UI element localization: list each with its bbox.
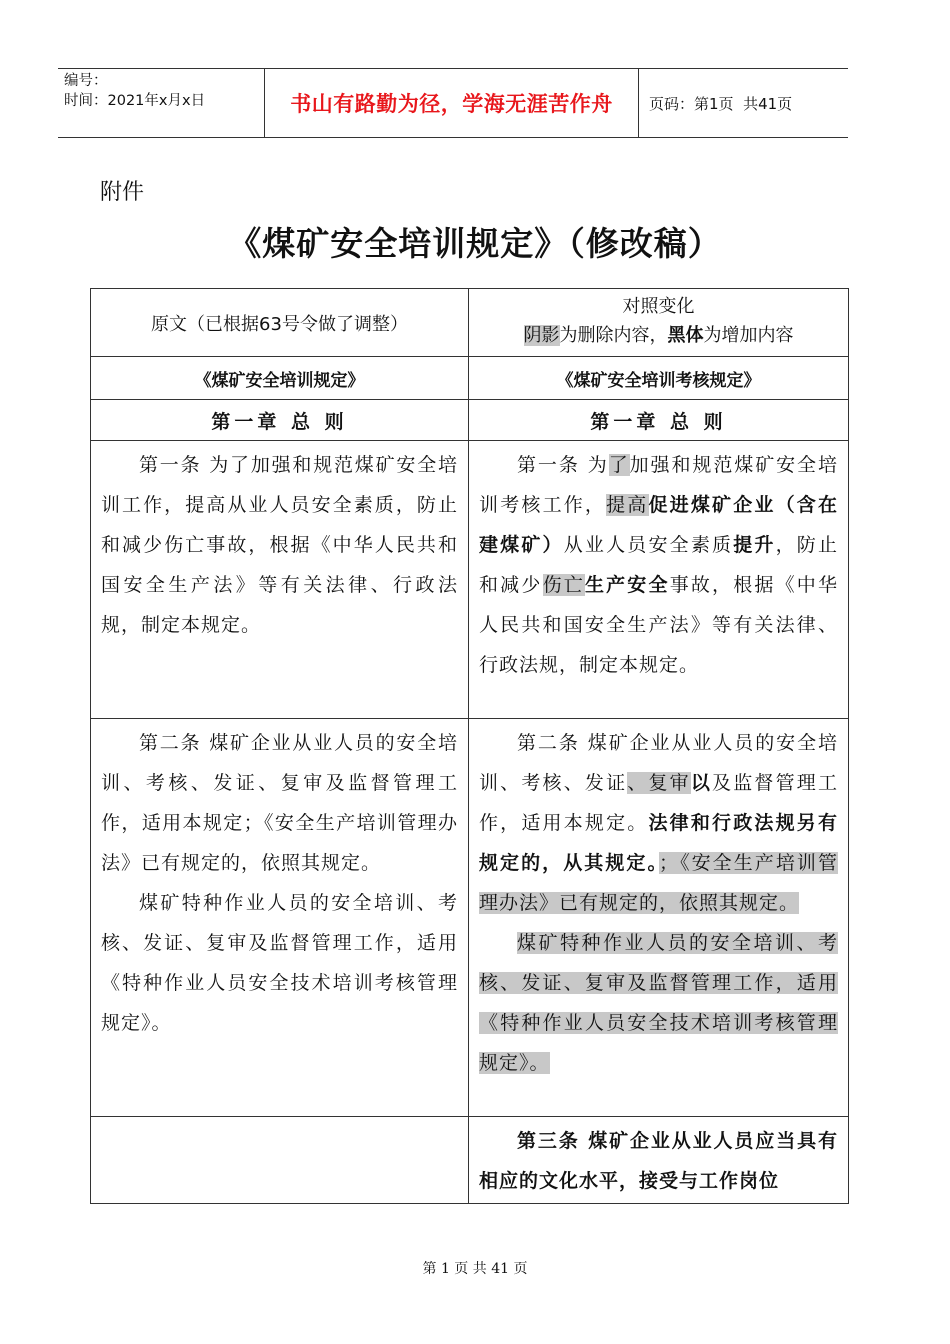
rule-title-left: 《煤矿安全培训规定》 bbox=[91, 357, 469, 400]
deleted-seg: 煤矿特种作业人员的安全培训、考核、发证、复审及监督管理工作，适用《特种作业人员安全技术培训考核管理规定》。 bbox=[479, 932, 838, 1074]
article-1-original-text: 第一条 为了加强和规范煤矿安全培训工作，提高从业人员安全素质，防止和减少伤亡事故，根据《中华人民共和国安全生产法》等有关法律、行政法规，制定本规定。 bbox=[101, 454, 458, 636]
article-1-revised-text bbox=[479, 445, 838, 685]
changes-title: 对照变化 bbox=[622, 296, 695, 317]
document-title: 《煤矿安全培训规定》（修改稿） bbox=[228, 224, 722, 263]
comparison-table bbox=[90, 288, 849, 1204]
article-3-revised bbox=[469, 1117, 849, 1204]
page-footer: 第 1 页 共 41 页 bbox=[422, 1261, 528, 1277]
rule-title-right-added: 考核 bbox=[675, 370, 710, 391]
rule-title-row bbox=[91, 357, 849, 400]
seg: 从业人员安全素质 bbox=[563, 534, 734, 556]
article-2-revised-p1 bbox=[479, 723, 838, 923]
page-code-text: 页码：第1页 共41页 bbox=[649, 94, 793, 113]
article-2-original-p2: 煤矿特种作业人员的安全培训、考核、发证、复审及监督管理工作，适用《特种作业人员安全技术培训考核管理规定》。 bbox=[101, 892, 458, 1034]
seg: ，防止和减少 bbox=[479, 534, 838, 596]
seg: 工作， bbox=[542, 494, 607, 516]
page-header bbox=[58, 68, 848, 138]
header-motto: 书山有路勤为径，学海无涯苦作舟 bbox=[265, 69, 639, 137]
chapter-right: 第一章 总 则 bbox=[469, 400, 849, 441]
deleted-seg: 伤亡 bbox=[542, 574, 585, 596]
article-1-row bbox=[91, 441, 849, 719]
article-2-revised bbox=[469, 719, 849, 1117]
article-2-revised-p2 bbox=[479, 923, 838, 1083]
legend bbox=[469, 321, 848, 350]
article-1-revised bbox=[469, 441, 849, 719]
article-2-row bbox=[91, 719, 849, 1117]
attachment-label: 附件 bbox=[100, 180, 145, 205]
added-seg: 生产安全 bbox=[584, 574, 670, 596]
added-seg: 促进煤矿企业（含在建煤矿） bbox=[479, 494, 838, 556]
deleted-seg: 提高 bbox=[606, 494, 649, 516]
seg: 第二条 煤矿企业从业人员的安全培训、考核、发证 bbox=[479, 732, 838, 794]
seg: 考核 bbox=[500, 494, 543, 516]
number-label: 编号： bbox=[64, 73, 108, 89]
deleted-seg: 、复审 bbox=[627, 772, 691, 794]
article-2-original bbox=[91, 719, 469, 1117]
chapter-left: 第一章 总 则 bbox=[91, 400, 469, 441]
rule-title-right-a: 《煤矿安全培训 bbox=[556, 370, 676, 391]
header-meta bbox=[58, 69, 265, 137]
added-seg: 提升 bbox=[733, 534, 776, 556]
added-seg: 法律和行政法规另有规定的，从其规定。 bbox=[479, 812, 838, 874]
article-3-row bbox=[91, 1117, 849, 1204]
deleted-seg: 了 bbox=[608, 454, 630, 476]
time-label: 时间：2021年x月x日 bbox=[64, 93, 206, 109]
seg: 加强和规范煤矿安全培训 bbox=[479, 454, 838, 516]
table-header-row bbox=[91, 289, 849, 357]
article-3-original bbox=[91, 1117, 469, 1204]
added-seg: 煤矿企业从业人员应当具有相应的文化水平，接受与工作岗位 bbox=[479, 1130, 838, 1192]
deleted-seg: ；《安全生产培训管理办法》已有规定的，依照其规定。 bbox=[479, 852, 838, 914]
rule-title-right-c: 规定》 bbox=[709, 370, 761, 391]
legend-shade-word: 阴影 bbox=[523, 325, 560, 346]
article-3-revised-text bbox=[479, 1121, 838, 1201]
original-column-header: 原文（已根据63号令做了调整） bbox=[91, 289, 469, 357]
changes-column-header bbox=[469, 289, 849, 357]
legend-shade-text: 为删除内容， bbox=[559, 325, 668, 346]
seg: 事故，根据《中华人民共和国安全生产法》等有关法律、行政法规，制定本规定。 bbox=[479, 574, 838, 676]
header-page-code bbox=[639, 69, 848, 137]
article-1-original bbox=[91, 441, 469, 719]
legend-bold-text: 为增加内容 bbox=[703, 325, 794, 346]
chapter-row bbox=[91, 400, 849, 441]
legend-bold-word: 黑体 bbox=[667, 325, 704, 346]
seg: 第一条 为 bbox=[517, 454, 609, 476]
article-2-original-p1: 第二条 煤矿企业从业人员的安全培训、考核、发证、复审及监督管理工作，适用本规定；《安全生产培训管理办法》已有规定的，依照其规定。 bbox=[101, 732, 458, 874]
seg: 及监督管理工作，适用本规定。 bbox=[479, 772, 838, 834]
article-number: 第三条 bbox=[517, 1130, 580, 1152]
added-seg: 以 bbox=[690, 772, 713, 794]
rule-title-right bbox=[469, 357, 849, 400]
